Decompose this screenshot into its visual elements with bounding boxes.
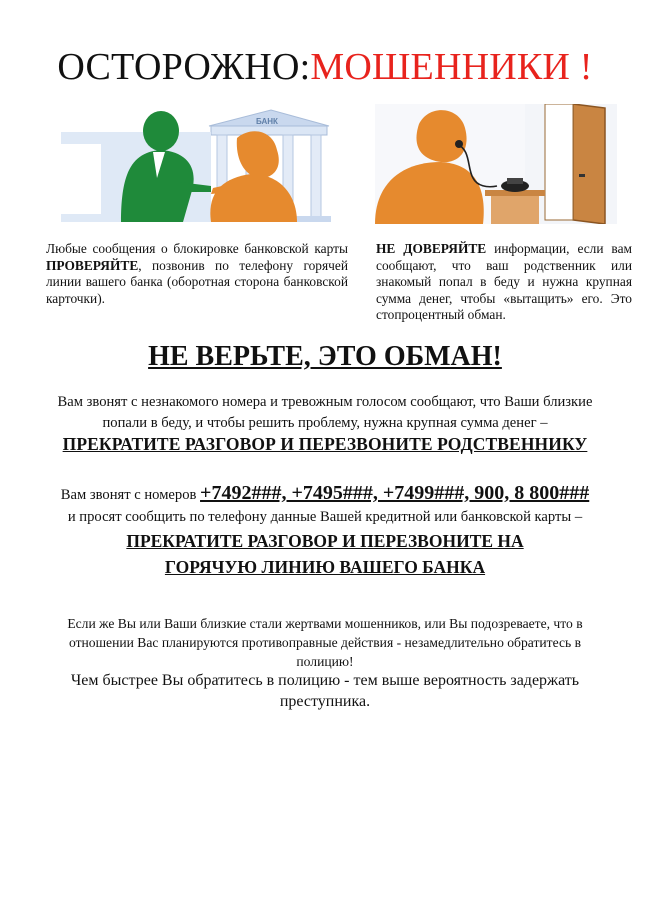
scenario-bank-action: ПРЕКРАТИТЕ РАЗГОВОР И ПЕРЕЗВОНИТЕ НА ГОРЯЧУЮ ЛИНИЮ ВАШЕГО БАНКА — [126, 531, 524, 577]
scenario-bank — [40, 482, 610, 580]
right-advice-post: информации, если вам сообщают, что ваш родственник или знакомый попал в беду и нужна крупная сумма денег, чтобы «вытащить» его. Это стопроцентный обман. — [376, 241, 632, 323]
bank-scammer-svg — [61, 104, 333, 224]
bank-scammer-illustration — [61, 104, 333, 224]
phone-call-svg — [375, 104, 617, 224]
police-notice: Чем быстрее Вы обратитесь в полицию - тем выше вероятность задержать преступника. — [70, 672, 580, 710]
scenario-bank-text: и просят сообщить по телефону данные Вашей кредитной или банковской карты – — [67, 509, 583, 525]
bank-sign: БАНК — [256, 117, 278, 126]
left-advice-pre: Любые сообщения о блокировке банковской карты — [46, 241, 348, 256]
scam-phone-numbers: +7492###, +7495###, +7499###, 900, 8 800### — [200, 482, 590, 504]
scenario-relative-text: Вам звонят с незнакомого номера и тревожным голосом сообщают, что Ваши близкие попали в беду, и чтобы решить проблему, нужна крупная сумма денег – — [57, 394, 593, 431]
victim-notice: Если же Вы или Ваши близкие стали жертвами мошенников, или Вы подозреваете, что в отношении Вас планируются противоправные действия - незамедлительно обратитесь в полицию! — [67, 616, 583, 669]
left-advice-text — [46, 241, 348, 307]
right-advice-text — [376, 241, 632, 324]
left-advice-post: , позвонив по телефону горячей линии вашего банка (оборотная сторона банковской карточки). — [46, 257, 348, 306]
scenario-relative — [40, 392, 610, 455]
right-advice-strong: НЕ ДОВЕРЯЙТЕ — [376, 241, 487, 256]
scenario-relative-action: ПРЕКРАТИТЕ РАЗГОВОР И ПЕРЕЗВОНИТЕ РОДСТВЕННИКУ — [62, 434, 588, 454]
headline: НЕ ВЕРЬТЕ, ЭТО ОБМАН! — [148, 341, 502, 372]
title-prefix: ОСТОРОЖНО: — [57, 46, 311, 88]
scenario-bank-intro: Вам звонят с номеров — [60, 487, 201, 503]
title-highlight: МОШЕННИКИ ! — [310, 46, 593, 88]
left-advice-strong: ПРОВЕРЯЙТЕ — [46, 257, 139, 273]
phone-call-illustration — [375, 104, 617, 224]
page-title — [0, 44, 650, 90]
